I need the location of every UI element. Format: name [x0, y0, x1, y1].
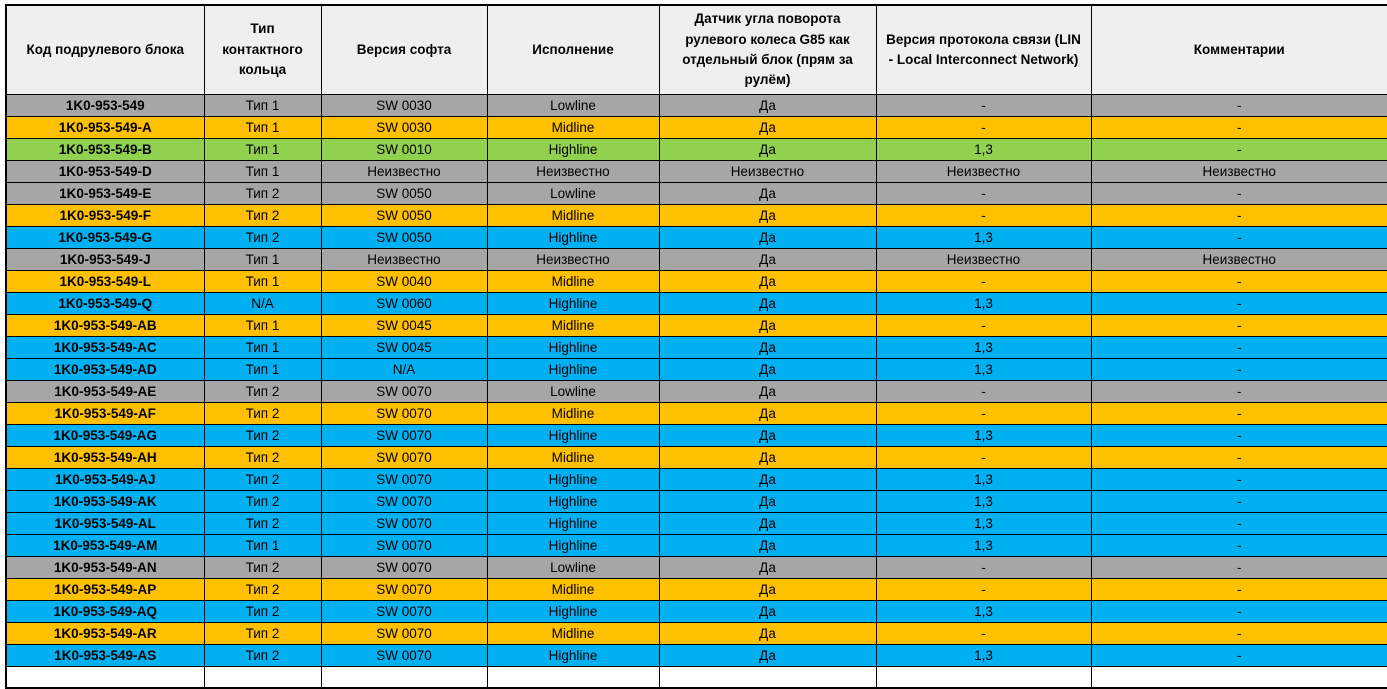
cell-g85[interactable]: Да — [659, 336, 876, 358]
cell-g85[interactable]: Да — [659, 94, 876, 116]
cell-ring[interactable]: Тип 2 — [204, 468, 321, 490]
cell-g85[interactable]: Да — [659, 138, 876, 160]
cell-comment[interactable]: - — [1091, 336, 1387, 358]
cell-comment[interactable]: - — [1091, 116, 1387, 138]
table-row — [6, 622, 1387, 644]
cell-code[interactable]: 1K0-953-549-E — [6, 182, 204, 204]
cell-g85[interactable]: Неизвестно — [659, 160, 876, 182]
cell-ring[interactable]: Тип 1 — [204, 358, 321, 380]
cell-trim[interactable]: Midline — [487, 402, 659, 424]
table-row — [6, 94, 1387, 116]
table-row — [6, 248, 1387, 270]
cell-ring[interactable]: Тип 1 — [204, 270, 321, 292]
header-row — [6, 5, 1387, 94]
cell-ring[interactable]: Тип 1 — [204, 94, 321, 116]
cell-comment[interactable]: - — [1091, 204, 1387, 226]
cell-code[interactable]: 1K0-953-549-G — [6, 226, 204, 248]
cell-code[interactable]: 1K0-953-549-AJ — [6, 468, 204, 490]
cell-comment[interactable]: - — [1091, 534, 1387, 556]
cell-lin[interactable]: - — [876, 94, 1091, 116]
cell-lin[interactable]: 1,3 — [876, 490, 1091, 512]
cell-code[interactable]: 1K0-953-549-AG — [6, 424, 204, 446]
cell-comment[interactable]: - — [1091, 138, 1387, 160]
cell-code[interactable]: 1K0-953-549-AN — [6, 556, 204, 578]
cell-g85[interactable]: Да — [659, 622, 876, 644]
cell-code[interactable]: 1K0-953-549-J — [6, 248, 204, 270]
cell-empty[interactable] — [6, 666, 204, 688]
cell-sw[interactable]: Неизвестно — [321, 248, 487, 270]
table-row — [6, 292, 1387, 314]
steering-module-table — [5, 4, 1387, 689]
cell-comment[interactable]: - — [1091, 314, 1387, 336]
table-row — [6, 446, 1387, 468]
cell-ring[interactable]: Тип 1 — [204, 116, 321, 138]
cell-sw[interactable]: SW 0070 — [321, 556, 487, 578]
cell-trim[interactable]: Highline — [487, 512, 659, 534]
cell-code[interactable]: 1K0-953-549-AF — [6, 402, 204, 424]
cell-code[interactable]: 1K0-953-549-A — [6, 116, 204, 138]
cell-trim[interactable]: Midline — [487, 314, 659, 336]
cell-ring[interactable]: Тип 2 — [204, 578, 321, 600]
cell-lin[interactable]: 1,3 — [876, 226, 1091, 248]
cell-sw[interactable]: SW 0070 — [321, 622, 487, 644]
cell-g85[interactable]: Да — [659, 534, 876, 556]
table-row — [6, 644, 1387, 666]
column-header-trim[interactable]: Исполнение — [487, 5, 659, 94]
cell-ring[interactable]: Тип 2 — [204, 556, 321, 578]
table-row — [6, 358, 1387, 380]
cell-lin[interactable]: - — [876, 622, 1091, 644]
table-row — [6, 336, 1387, 358]
cell-lin[interactable]: - — [876, 380, 1091, 402]
cell-comment[interactable]: - — [1091, 424, 1387, 446]
table-row — [6, 468, 1387, 490]
cell-sw[interactable]: SW 0070 — [321, 490, 487, 512]
cell-sw[interactable]: SW 0070 — [321, 512, 487, 534]
cell-comment[interactable]: - — [1091, 468, 1387, 490]
table-row — [6, 534, 1387, 556]
table-row — [6, 204, 1387, 226]
cell-code[interactable]: 1K0-953-549-AD — [6, 358, 204, 380]
cell-trim[interactable]: Highline — [487, 424, 659, 446]
cell-sw[interactable]: SW 0010 — [321, 138, 487, 160]
cell-lin[interactable]: 1,3 — [876, 644, 1091, 666]
cell-comment[interactable]: - — [1091, 622, 1387, 644]
cell-sw[interactable]: N/A — [321, 358, 487, 380]
cell-trim[interactable]: Highline — [487, 358, 659, 380]
cell-ring[interactable]: Тип 2 — [204, 490, 321, 512]
cell-ring[interactable]: Тип 2 — [204, 380, 321, 402]
cell-code[interactable]: 1K0-953-549-AP — [6, 578, 204, 600]
column-header-sw[interactable]: Версия софта — [321, 5, 487, 94]
cell-ring[interactable]: Тип 2 — [204, 424, 321, 446]
cell-code[interactable]: 1K0-953-549-L — [6, 270, 204, 292]
cell-trim[interactable]: Highline — [487, 534, 659, 556]
cell-comment[interactable]: - — [1091, 292, 1387, 314]
cell-lin[interactable]: 1,3 — [876, 292, 1091, 314]
table-row — [6, 138, 1387, 160]
cell-sw[interactable]: SW 0070 — [321, 578, 487, 600]
cell-lin[interactable]: - — [876, 116, 1091, 138]
cell-g85[interactable]: Да — [659, 248, 876, 270]
cell-trim[interactable]: Highline — [487, 468, 659, 490]
column-header-comment[interactable]: Комментарии — [1091, 5, 1387, 94]
cell-lin[interactable]: Неизвестно — [876, 160, 1091, 182]
cell-lin[interactable]: Неизвестно — [876, 248, 1091, 270]
cell-sw[interactable]: SW 0070 — [321, 424, 487, 446]
cell-ring[interactable]: Тип 1 — [204, 534, 321, 556]
cell-code[interactable]: 1K0-953-549-AE — [6, 380, 204, 402]
cell-code[interactable]: 1K0-953-549-AM — [6, 534, 204, 556]
cell-lin[interactable]: 1,3 — [876, 600, 1091, 622]
cell-ring[interactable]: Тип 2 — [204, 204, 321, 226]
cell-trim[interactable]: Highline — [487, 292, 659, 314]
cell-comment[interactable]: - — [1091, 402, 1387, 424]
cell-comment[interactable]: - — [1091, 94, 1387, 116]
cell-empty[interactable] — [1091, 666, 1387, 688]
cell-code[interactable]: 1K0-953-549-AC — [6, 336, 204, 358]
cell-g85[interactable]: Да — [659, 358, 876, 380]
table-row — [6, 270, 1387, 292]
cell-code[interactable]: 1K0-953-549-F — [6, 204, 204, 226]
cell-code[interactable]: 1K0-953-549-AL — [6, 512, 204, 534]
cell-empty[interactable] — [876, 666, 1091, 688]
cell-lin[interactable]: 1,3 — [876, 424, 1091, 446]
cell-sw[interactable]: SW 0070 — [321, 534, 487, 556]
cell-trim[interactable]: Midline — [487, 116, 659, 138]
cell-lin[interactable]: - — [876, 578, 1091, 600]
cell-ring[interactable]: Тип 2 — [204, 402, 321, 424]
cell-lin[interactable]: - — [876, 402, 1091, 424]
cell-lin[interactable]: 1,3 — [876, 468, 1091, 490]
cell-lin[interactable]: 1,3 — [876, 336, 1091, 358]
cell-trim[interactable]: Highline — [487, 336, 659, 358]
cell-lin[interactable]: - — [876, 446, 1091, 468]
cell-trim[interactable]: Highline — [487, 138, 659, 160]
cell-g85[interactable]: Да — [659, 314, 876, 336]
cell-trim[interactable]: Lowline — [487, 556, 659, 578]
cell-g85[interactable]: Да — [659, 600, 876, 622]
table-row — [6, 424, 1387, 446]
cell-comment[interactable]: - — [1091, 446, 1387, 468]
table-row — [6, 512, 1387, 534]
cell-sw[interactable]: SW 0050 — [321, 204, 487, 226]
cell-sw[interactable]: SW 0030 — [321, 116, 487, 138]
cell-lin[interactable]: - — [876, 182, 1091, 204]
table-row — [6, 556, 1387, 578]
table-row — [6, 402, 1387, 424]
cell-ring[interactable]: Тип 2 — [204, 182, 321, 204]
cell-trim[interactable]: Midline — [487, 270, 659, 292]
cell-g85[interactable]: Да — [659, 446, 876, 468]
cell-comment[interactable]: - — [1091, 600, 1387, 622]
cell-sw[interactable]: SW 0070 — [321, 468, 487, 490]
table-row — [6, 314, 1387, 336]
cell-ring[interactable]: Тип 2 — [204, 600, 321, 622]
cell-trim[interactable]: Неизвестно — [487, 248, 659, 270]
cell-code[interactable]: 1K0-953-549-AS — [6, 644, 204, 666]
cell-sw[interactable]: Неизвестно — [321, 160, 487, 182]
cell-g85[interactable]: Да — [659, 644, 876, 666]
cell-code[interactable]: 1K0-953-549-AK — [6, 490, 204, 512]
cell-comment[interactable]: - — [1091, 578, 1387, 600]
table-header — [6, 5, 1387, 94]
cell-lin[interactable]: - — [876, 204, 1091, 226]
cell-trim[interactable]: Highline — [487, 644, 659, 666]
cell-ring[interactable]: Тип 2 — [204, 644, 321, 666]
cell-trim[interactable]: Highline — [487, 490, 659, 512]
cell-ring[interactable]: Тип 1 — [204, 248, 321, 270]
cell-comment[interactable]: - — [1091, 226, 1387, 248]
cell-trim[interactable]: Midline — [487, 204, 659, 226]
cell-comment[interactable]: - — [1091, 512, 1387, 534]
cell-g85[interactable]: Да — [659, 292, 876, 314]
cell-g85[interactable]: Да — [659, 116, 876, 138]
cell-sw[interactable]: SW 0045 — [321, 336, 487, 358]
table-row — [6, 160, 1387, 182]
column-header-lin[interactable]: Версия протокола связи (LIN - Local Interconnect Network) — [876, 5, 1091, 94]
table-row — [6, 116, 1387, 138]
cell-code[interactable]: 1K0-953-549-AB — [6, 314, 204, 336]
cell-sw[interactable]: SW 0050 — [321, 226, 487, 248]
cell-g85[interactable]: Да — [659, 468, 876, 490]
cell-comment[interactable]: - — [1091, 270, 1387, 292]
cell-empty[interactable] — [321, 666, 487, 688]
cell-trim[interactable]: Highline — [487, 226, 659, 248]
cell-g85[interactable]: Да — [659, 226, 876, 248]
cell-g85[interactable]: Да — [659, 556, 876, 578]
cell-ring[interactable]: Тип 1 — [204, 138, 321, 160]
table-row — [6, 490, 1387, 512]
cell-empty[interactable] — [659, 666, 876, 688]
cell-g85[interactable]: Да — [659, 402, 876, 424]
cell-lin[interactable]: 1,3 — [876, 534, 1091, 556]
cell-comment[interactable]: Неизвестно — [1091, 248, 1387, 270]
cell-trim[interactable]: Midline — [487, 446, 659, 468]
cell-sw[interactable]: SW 0050 — [321, 182, 487, 204]
table-row — [6, 578, 1387, 600]
cell-sw[interactable]: SW 0045 — [321, 314, 487, 336]
table-row — [6, 226, 1387, 248]
cell-sw[interactable]: SW 0030 — [321, 94, 487, 116]
cell-g85[interactable]: Да — [659, 182, 876, 204]
cell-comment[interactable]: Неизвестно — [1091, 160, 1387, 182]
cell-g85[interactable]: Да — [659, 270, 876, 292]
cell-ring[interactable]: Тип 1 — [204, 160, 321, 182]
cell-sw[interactable]: SW 0070 — [321, 402, 487, 424]
cell-ring[interactable]: Тип 2 — [204, 512, 321, 534]
cell-trim[interactable]: Lowline — [487, 182, 659, 204]
table-body — [6, 94, 1387, 688]
cell-g85[interactable]: Да — [659, 578, 876, 600]
cell-comment[interactable]: - — [1091, 182, 1387, 204]
cell-lin[interactable]: 1,3 — [876, 138, 1091, 160]
cell-lin[interactable]: - — [876, 314, 1091, 336]
table-row — [6, 600, 1387, 622]
cell-trim[interactable]: Highline — [487, 600, 659, 622]
cell-ring[interactable]: Тип 1 — [204, 314, 321, 336]
cell-code[interactable]: 1K0-953-549-AQ — [6, 600, 204, 622]
cell-lin[interactable]: 1,3 — [876, 512, 1091, 534]
cell-code[interactable]: 1K0-953-549-B — [6, 138, 204, 160]
cell-trim[interactable]: Lowline — [487, 380, 659, 402]
cell-code[interactable]: 1K0-953-549-Q — [6, 292, 204, 314]
cell-ring[interactable]: N/A — [204, 292, 321, 314]
cell-trim[interactable]: Midline — [487, 622, 659, 644]
cell-code[interactable]: 1K0-953-549-AH — [6, 446, 204, 468]
cell-comment[interactable]: - — [1091, 380, 1387, 402]
cell-sw[interactable]: SW 0070 — [321, 644, 487, 666]
table-row-partial — [6, 666, 1387, 688]
cell-lin[interactable]: - — [876, 556, 1091, 578]
cell-g85[interactable]: Да — [659, 204, 876, 226]
cell-comment[interactable]: - — [1091, 644, 1387, 666]
cell-code[interactable]: 1K0-953-549 — [6, 94, 204, 116]
cell-sw[interactable]: SW 0070 — [321, 600, 487, 622]
cell-sw[interactable]: SW 0070 — [321, 380, 487, 402]
cell-ring[interactable]: Тип 2 — [204, 622, 321, 644]
cell-g85[interactable]: Да — [659, 512, 876, 534]
cell-trim[interactable]: Неизвестно — [487, 160, 659, 182]
cell-ring[interactable]: Тип 1 — [204, 336, 321, 358]
cell-ring[interactable]: Тип 2 — [204, 446, 321, 468]
cell-trim[interactable]: Midline — [487, 578, 659, 600]
cell-comment[interactable]: - — [1091, 358, 1387, 380]
column-header-code[interactable]: Код подрулевого блока — [6, 5, 204, 94]
cell-sw[interactable]: SW 0060 — [321, 292, 487, 314]
column-header-ring[interactable]: Тип контактного кольца — [204, 5, 321, 94]
cell-empty[interactable] — [487, 666, 659, 688]
cell-comment[interactable]: - — [1091, 490, 1387, 512]
table-row — [6, 182, 1387, 204]
cell-g85[interactable]: Да — [659, 380, 876, 402]
cell-sw[interactable]: SW 0070 — [321, 446, 487, 468]
cell-sw[interactable]: SW 0040 — [321, 270, 487, 292]
cell-trim[interactable]: Lowline — [487, 94, 659, 116]
cell-code[interactable]: 1K0-953-549-AR — [6, 622, 204, 644]
cell-lin[interactable]: 1,3 — [876, 358, 1091, 380]
cell-comment[interactable]: - — [1091, 556, 1387, 578]
cell-ring[interactable]: Тип 2 — [204, 226, 321, 248]
table-row — [6, 380, 1387, 402]
column-header-g85[interactable]: Датчик угла поворота рулевого колеса G85 как отдельный блок (прям за рулём) — [659, 5, 876, 94]
cell-g85[interactable]: Да — [659, 424, 876, 446]
cell-empty[interactable] — [204, 666, 321, 688]
cell-g85[interactable]: Да — [659, 490, 876, 512]
cell-lin[interactable]: - — [876, 270, 1091, 292]
cell-code[interactable]: 1K0-953-549-D — [6, 160, 204, 182]
